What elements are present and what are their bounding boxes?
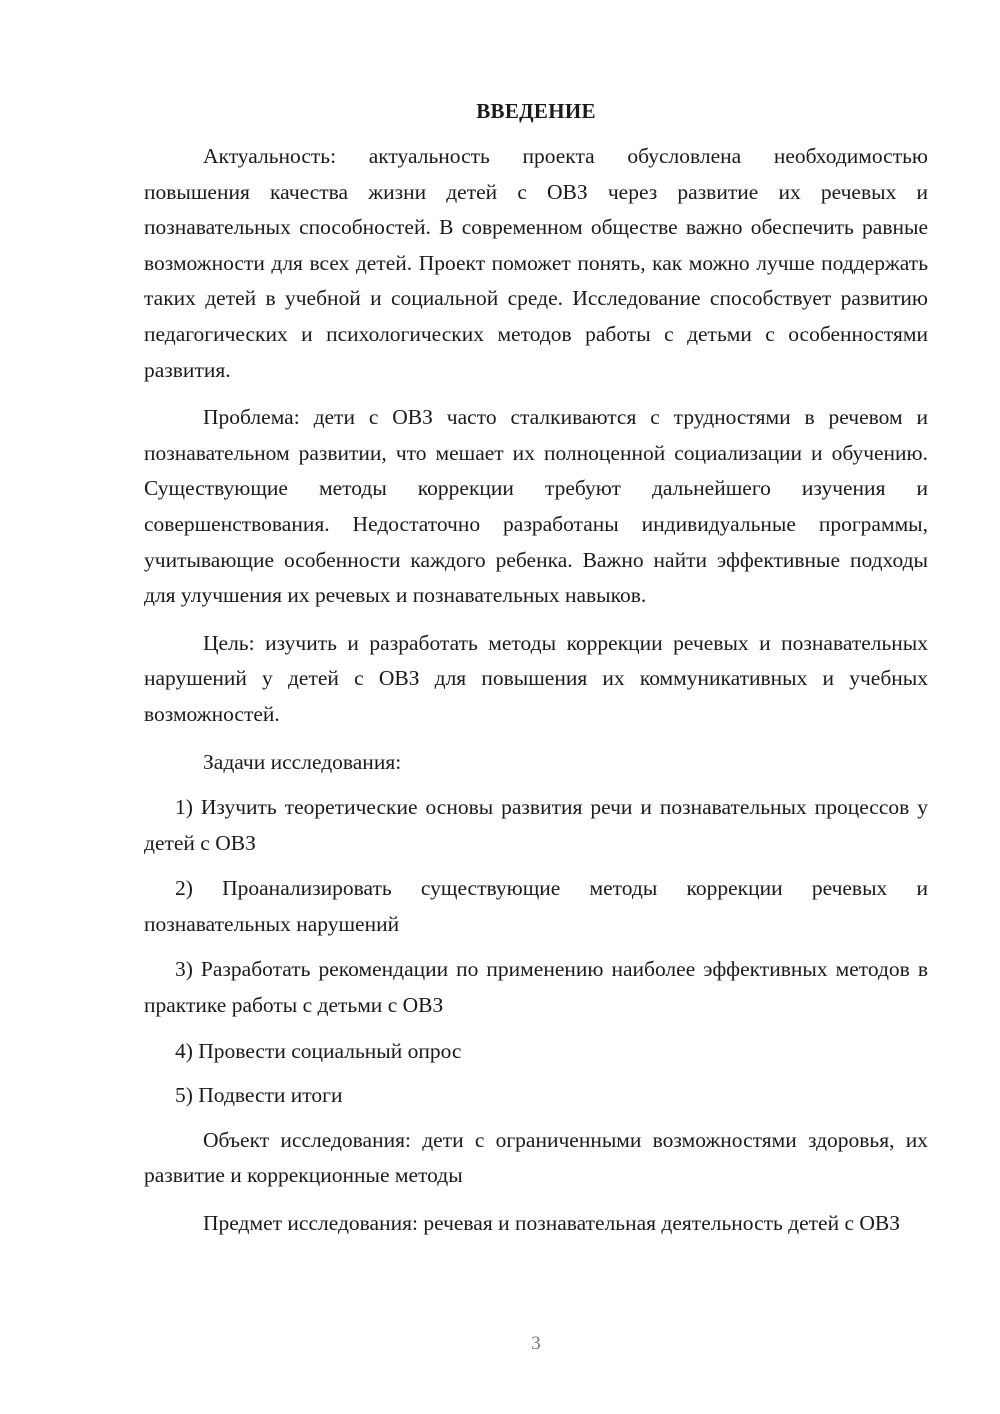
list-item: 5) Подвести итоги [175, 1083, 343, 1108]
document-page [144, 96, 928, 1254]
paragraph-goal: Цель: изучить и разработать методы коррекции речевых и познавательных нарушений у детей с ОВЗ для повышения их коммуникативных и учебных возможностей. [144, 630, 928, 726]
paragraph-problem: Проблема: дети с ОВЗ часто сталкиваются с трудностями в речевом и познавательном развитии, что мешает их полноценной социализации и обучению. Существующие методы коррекции требуют дальнейшего изучения и совершенствования. Недостаточно разработаны индивидуальные программы, учитывающие особенности каждого ребенка. Важно найти эффективные подходы для улучшения их речевых и познавательных навыков. [144, 405, 928, 608]
list-item: 1) Изучить теоретические основы развития речи и познавательных процессов у детей с ОВЗ [144, 795, 928, 855]
page-number: 3 [531, 1333, 541, 1354]
paragraph-object: Объект исследования: дети с ограниченными возможностями здоровья, их развитие и коррекционные методы [144, 1127, 928, 1188]
list-item: 2) Проанализировать существующие методы коррекции речевых и познавательных нарушений [144, 876, 928, 936]
list-item: 4) Провести социальный опрос [175, 1038, 462, 1063]
page-title: ВВЕДЕНИЕ [476, 99, 596, 123]
paragraph-relevance: Актуальность: актуальность проекта обусловлена необходимостью повышения качества жизни детей с ОВЗ через развитие их речевых и познавательных способностей. В современном обществе важно обеспечить равные возможности для всех детей. Проект поможет понять, как можно лучше поддержать таких детей в учебной и социальной среде. Исследование способствует развитию педагогических и психологических методов работы с детьми с особенностями развития. [144, 144, 928, 382]
list-item: 3) Разработать рекомендации по применению наиболее эффективных методов в практике работы с детьми с ОВЗ [144, 957, 928, 1018]
paragraph-subject: Предмет исследования: речевая и познавательная деятельность детей с ОВЗ [203, 1211, 901, 1236]
tasks-list [144, 790, 928, 1114]
tasks-heading: Задачи исследования: [203, 749, 402, 774]
